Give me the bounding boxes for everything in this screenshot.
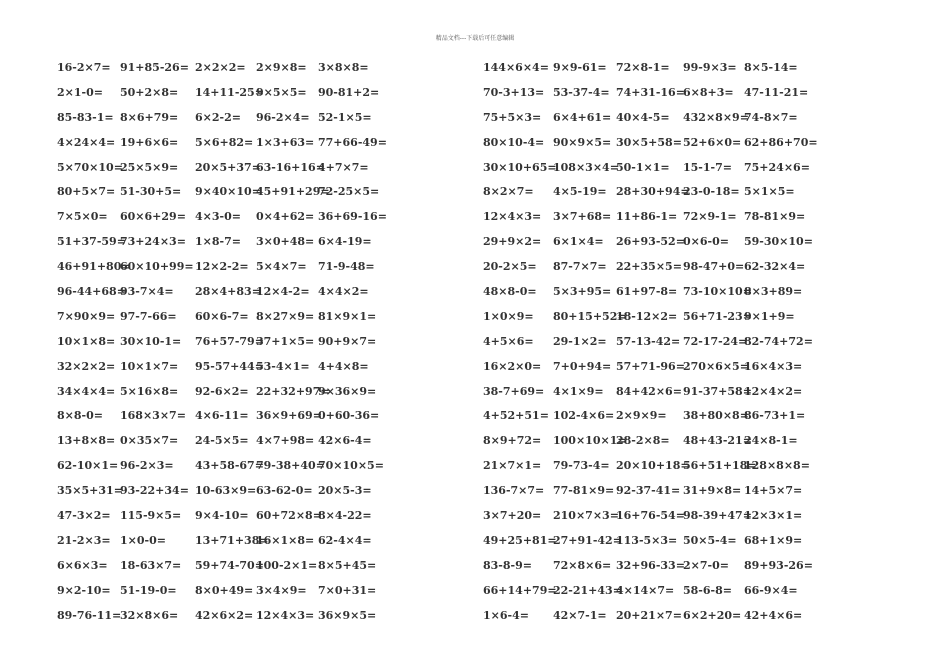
arithmetic-problem: 4×3-0= [195, 210, 241, 224]
arithmetic-problem: 42×6-4= [318, 434, 372, 448]
arithmetic-problem: 77+66-49= [318, 135, 387, 149]
arithmetic-problem: 59+74-70= [195, 558, 264, 572]
arithmetic-problem: 22+32+97= [256, 384, 330, 398]
arithmetic-problem: 210×7×3= [553, 508, 619, 522]
arithmetic-problem: 99-9×3= [683, 60, 737, 74]
arithmetic-problem: 74+31-16= [616, 85, 685, 99]
arithmetic-problem: 12×3×1= [744, 508, 803, 522]
arithmetic-problem: 12×4-2= [256, 284, 310, 298]
arithmetic-problem: 28+30+94= [616, 185, 690, 199]
arithmetic-problem: 3×8×8= [318, 60, 369, 74]
arithmetic-problem: 91-37+58= [683, 384, 752, 398]
arithmetic-problem: 90+9×7= [318, 334, 377, 348]
arithmetic-problem: 36×9+69= [256, 409, 322, 423]
arithmetic-problem: 48+43-21= [683, 434, 752, 448]
arithmetic-problem: 26+93-52= [616, 235, 685, 249]
arithmetic-problem: 32×2×2= [57, 359, 116, 373]
arithmetic-problem: 3×4×9= [256, 583, 307, 597]
arithmetic-problem: 75+5×3= [483, 110, 542, 124]
arithmetic-problem: 4×1×9= [553, 384, 604, 398]
arithmetic-problem: 79-38+40= [256, 459, 325, 473]
arithmetic-problem: 4+52+51= [483, 409, 549, 423]
arithmetic-problem: 27+91-42= [553, 533, 622, 547]
arithmetic-problem: 49+25+81= [483, 533, 557, 547]
arithmetic-problem: 16×2×0= [483, 359, 542, 373]
arithmetic-problem: 42×6×2= [195, 608, 254, 622]
arithmetic-problem: 57-13-42= [616, 334, 681, 348]
arithmetic-problem: 2×9×8= [256, 60, 307, 74]
arithmetic-problem: 78-81×9= [744, 210, 806, 224]
arithmetic-problem: 89-76-11= [57, 608, 122, 622]
arithmetic-problem: 72-17-24= [683, 334, 748, 348]
arithmetic-problem: 5×4×7= [256, 260, 307, 274]
arithmetic-problem: 16×4×3= [744, 359, 803, 373]
arithmetic-problem: 102-4×6= [553, 409, 615, 423]
arithmetic-problem: 59-30×10= [744, 235, 813, 249]
arithmetic-problem: 14+11-25= [195, 85, 264, 99]
arithmetic-problem: 16-2×7= [57, 60, 111, 74]
arithmetic-problem: 60×6+29= [120, 210, 186, 224]
arithmetic-problem: 72×8-1= [616, 60, 670, 74]
arithmetic-problem: 37+1×5= [256, 334, 315, 348]
arithmetic-problem: 2×9×9= [616, 409, 667, 423]
arithmetic-problem: 22+35×5= [616, 260, 682, 274]
arithmetic-problem: 73+24×3= [120, 235, 186, 249]
arithmetic-problem: 57+71-96= [616, 359, 685, 373]
arithmetic-problem: 13+8×8= [57, 434, 116, 448]
arithmetic-problem: 1×6-4= [483, 608, 529, 622]
arithmetic-problem: 93-7×4= [120, 284, 174, 298]
arithmetic-problem: 29+9×2= [483, 235, 542, 249]
arithmetic-problem: 6×2+20= [683, 608, 742, 622]
arithmetic-problem: 98-47+0= [683, 260, 745, 274]
arithmetic-problem: 8×4-22= [318, 508, 372, 522]
arithmetic-problem: 4+4×8= [318, 359, 369, 373]
arithmetic-problem: 79-73-4= [553, 459, 610, 473]
arithmetic-problem: 77-81×9= [553, 484, 615, 498]
arithmetic-problem: 83-8-9= [483, 558, 532, 572]
arithmetic-problem: 47-3×2= [57, 508, 111, 522]
arithmetic-problem: 96-44+68= [57, 284, 126, 298]
arithmetic-problem: 5×70×10= [57, 160, 123, 174]
arithmetic-problem: 4×7+98= [256, 434, 315, 448]
arithmetic-problem: 5×3+95= [553, 284, 612, 298]
arithmetic-problem: 92-6×2= [195, 384, 249, 398]
arithmetic-problem: 95-57+44= [195, 359, 264, 373]
arithmetic-problem: 28-2×8= [616, 434, 670, 448]
arithmetic-problem: 43+58-67= [195, 459, 264, 473]
arithmetic-problem: 40×4-5= [616, 110, 670, 124]
arithmetic-problem: 1×8-7= [195, 235, 241, 249]
arithmetic-problem: 80+5×7= [57, 185, 116, 199]
arithmetic-problem: 4×14×7= [616, 583, 675, 597]
arithmetic-problem: 92-37-41= [616, 484, 681, 498]
arithmetic-problem: 62-10×1= [57, 459, 119, 473]
arithmetic-problem: 15-1-7= [683, 160, 732, 174]
arithmetic-problem: 51-19-0= [120, 583, 177, 597]
page-header: 精品文档---下载后可任意编辑 [435, 35, 515, 42]
arithmetic-problem: 23-0-18= [683, 185, 740, 199]
arithmetic-problem: 42×7-1= [553, 608, 607, 622]
arithmetic-problem: 5×6+82= [195, 135, 254, 149]
arithmetic-problem: 10×1×7= [120, 359, 179, 373]
arithmetic-problem: 53-37-4= [553, 85, 610, 99]
arithmetic-problem: 53-4×1= [256, 359, 310, 373]
arithmetic-problem: 74-8×7= [744, 110, 798, 124]
arithmetic-problem: 0×35×7= [120, 434, 179, 448]
arithmetic-problem: 9×40×10= [195, 185, 261, 199]
arithmetic-problem: 50-1×1= [616, 160, 670, 174]
arithmetic-problem: 0+60-36= [318, 409, 380, 423]
arithmetic-problem: 16+76-54= [616, 508, 685, 522]
arithmetic-problem: 73-10×10= [683, 284, 752, 298]
arithmetic-problem: 8×27×9= [256, 309, 315, 323]
arithmetic-problem: 70×10×5= [318, 459, 384, 473]
arithmetic-problem: 128×8×8= [744, 459, 810, 473]
arithmetic-problem: 56+71-23= [683, 309, 752, 323]
arithmetic-problem: 10×1×8= [57, 334, 116, 348]
arithmetic-problem: 38-7+69= [483, 384, 545, 398]
arithmetic-problem: 63-62-0= [256, 484, 313, 498]
arithmetic-problem: 3×7+20= [483, 508, 542, 522]
arithmetic-problem: 81×9×1= [318, 309, 377, 323]
arithmetic-problem: 100×10×1= [553, 434, 627, 448]
arithmetic-problem: 62+86+70= [744, 135, 818, 149]
arithmetic-problem: 136-7×7= [483, 484, 545, 498]
arithmetic-problem: 7×0+31= [318, 583, 377, 597]
arithmetic-problem: 68+1×9= [744, 533, 803, 547]
arithmetic-problem: 20-2×5= [483, 260, 537, 274]
arithmetic-problem: 72-25×5= [318, 185, 380, 199]
arithmetic-problem: 11+86-1= [616, 210, 678, 224]
arithmetic-problem: 76+57-79= [195, 334, 264, 348]
arithmetic-problem: 8×6+79= [120, 110, 179, 124]
arithmetic-problem: 31+9×8= [683, 484, 742, 498]
arithmetic-problem: 51+37-59= [57, 235, 126, 249]
arithmetic-problem: 432×8×9= [683, 110, 749, 124]
arithmetic-problem: 270×6×5= [683, 359, 749, 373]
arithmetic-problem: 20×5-3= [318, 484, 372, 498]
arithmetic-problem: 2×7-0= [683, 558, 729, 572]
arithmetic-problem: 80+15+52= [553, 309, 627, 323]
arithmetic-problem: 22-21+43= [553, 583, 622, 597]
arithmetic-problem: 1×3+63= [256, 135, 315, 149]
arithmetic-problem: 90-81+2= [318, 85, 380, 99]
arithmetic-problem: 7×5×0= [57, 210, 108, 224]
arithmetic-problem: 62-32×4= [744, 260, 806, 274]
arithmetic-problem: 34×4×4= [57, 384, 116, 398]
arithmetic-problem: 80×10-4= [483, 135, 545, 149]
arithmetic-problem: 47-11-21= [744, 85, 809, 99]
arithmetic-problem: 51-30+5= [120, 185, 182, 199]
arithmetic-problem: 21-2×3= [57, 533, 111, 547]
arithmetic-problem: 2×2×2= [195, 60, 246, 74]
arithmetic-problem: 61+97-8= [616, 284, 678, 298]
arithmetic-problem: 63-16+16= [256, 160, 325, 174]
arithmetic-problem: 48×8-0= [483, 284, 537, 298]
arithmetic-problem: 18-63×7= [120, 558, 182, 572]
arithmetic-problem: 35×5+31= [57, 484, 123, 498]
arithmetic-problem: 18-12×2= [616, 309, 678, 323]
arithmetic-problem: 113-5×3= [616, 533, 678, 547]
arithmetic-problem: 30×10-1= [120, 334, 182, 348]
arithmetic-problem: 4×6-11= [195, 409, 249, 423]
arithmetic-problem: 115-9×5= [120, 508, 182, 522]
arithmetic-problem: 4+5×6= [483, 334, 534, 348]
arithmetic-problem: 52-1×5= [318, 110, 372, 124]
arithmetic-problem: 20×10+18= [616, 459, 690, 473]
arithmetic-problem: 12×4×2= [744, 384, 803, 398]
arithmetic-problem: 7+0+94= [553, 359, 612, 373]
arithmetic-problem: 50+2×8= [120, 85, 179, 99]
arithmetic-problem: 8×5-14= [744, 60, 798, 74]
arithmetic-problem: 32+96-33= [616, 558, 685, 572]
arithmetic-problem: 25×5×9= [120, 160, 179, 174]
arithmetic-problem: 6×4-19= [318, 235, 372, 249]
arithmetic-problem: 12×4×3= [483, 210, 542, 224]
arithmetic-problem: 98-39+47= [683, 508, 752, 522]
arithmetic-problem: 97-7-66= [120, 309, 177, 323]
arithmetic-problem: 72×8×6= [553, 558, 612, 572]
arithmetic-problem: 38+80×8= [683, 409, 749, 423]
arithmetic-problem: 144×6×4= [483, 60, 549, 74]
arithmetic-problem: 5×1×5= [744, 185, 795, 199]
arithmetic-problem: 28×4+83= [195, 284, 261, 298]
arithmetic-problem: 72×9-1= [683, 210, 737, 224]
arithmetic-problem: 96-2×4= [256, 110, 310, 124]
arithmetic-problem: 29-1×2= [553, 334, 607, 348]
arithmetic-problem: 30×5+58= [616, 135, 682, 149]
arithmetic-problem: 0×6-0= [683, 235, 729, 249]
arithmetic-problem: 84+42×6= [616, 384, 682, 398]
arithmetic-problem: 8×0+49= [195, 583, 254, 597]
arithmetic-problem: 60×6-7= [195, 309, 249, 323]
arithmetic-problem: 89+93-26= [744, 558, 813, 572]
arithmetic-problem: 9×2-10= [57, 583, 111, 597]
arithmetic-problem: 66+14+79= [483, 583, 557, 597]
arithmetic-problem: 75+24×6= [744, 160, 810, 174]
arithmetic-problem: 24-5×5= [195, 434, 249, 448]
arithmetic-problem: 60×10+99= [120, 260, 194, 274]
arithmetic-problem: 36+69-16= [318, 210, 387, 224]
arithmetic-problem: 86-73+1= [744, 409, 806, 423]
arithmetic-problem: 20×5+37= [195, 160, 261, 174]
arithmetic-problem: 90×9×5= [553, 135, 612, 149]
arithmetic-problem: 56+51+18= [683, 459, 757, 473]
arithmetic-problem: 93-22+34= [120, 484, 189, 498]
arithmetic-problem: 8×2×7= [483, 185, 534, 199]
arithmetic-problem: 168×3×7= [120, 409, 186, 423]
arithmetic-problem: 24×8-1= [744, 434, 798, 448]
arithmetic-problem: 52+6×0= [683, 135, 742, 149]
arithmetic-problem: 45+91+29= [256, 185, 330, 199]
arithmetic-problem: 87-7×7= [553, 260, 607, 274]
arithmetic-problem: 6×8+3= [683, 85, 734, 99]
arithmetic-problem: 71-9-48= [318, 260, 375, 274]
arithmetic-problem: 20+21×7= [616, 608, 682, 622]
arithmetic-problem: 4+7×7= [318, 160, 369, 174]
arithmetic-problem: 13+71+38= [195, 533, 269, 547]
arithmetic-problem: 9×5×5= [256, 85, 307, 99]
arithmetic-problem: 100-2×1= [256, 558, 318, 572]
arithmetic-problem: 1×0-0= [120, 533, 166, 547]
arithmetic-problem: 5×16×8= [120, 384, 179, 398]
arithmetic-problem: 0×4+62= [256, 210, 315, 224]
arithmetic-problem: 9×1+9= [744, 309, 795, 323]
arithmetic-problem: 12×4×3= [256, 608, 315, 622]
arithmetic-problem: 12×2-2= [195, 260, 249, 274]
arithmetic-problem: 9×4-10= [195, 508, 249, 522]
arithmetic-problem: 9×36×9= [318, 384, 377, 398]
arithmetic-problem: 32×8×6= [120, 608, 179, 622]
arithmetic-problem: 42+4×6= [744, 608, 803, 622]
arithmetic-problem: 3×7+68= [553, 210, 612, 224]
arithmetic-problem: 30×10+65= [483, 160, 557, 174]
arithmetic-problem: 82-74+72= [744, 334, 813, 348]
arithmetic-problem: 62-4×4= [318, 533, 372, 547]
arithmetic-problem: 8×3+89= [744, 284, 803, 298]
arithmetic-problem: 66-9×4= [744, 583, 798, 597]
arithmetic-problem: 9×9-61= [553, 60, 607, 74]
arithmetic-problem: 6×4+61= [553, 110, 612, 124]
arithmetic-problem: 8×9+72= [483, 434, 542, 448]
arithmetic-problem: 6×2-2= [195, 110, 241, 124]
arithmetic-problem: 6×1×4= [553, 235, 604, 249]
arithmetic-problem: 58-6-8= [683, 583, 732, 597]
arithmetic-problem: 7×90×9= [57, 309, 116, 323]
arithmetic-problem: 19+6×6= [120, 135, 179, 149]
arithmetic-problem: 8×5+45= [318, 558, 377, 572]
arithmetic-problem: 2×1-0= [57, 85, 103, 99]
arithmetic-problem: 4×5-19= [553, 185, 607, 199]
arithmetic-problem: 3×0+48= [256, 235, 315, 249]
arithmetic-problem: 10-63×9= [195, 484, 257, 498]
arithmetic-problem: 50×5-4= [683, 533, 737, 547]
arithmetic-problem: 21×7×1= [483, 459, 542, 473]
arithmetic-problem: 6×6×3= [57, 558, 108, 572]
arithmetic-problem: 1×0×9= [483, 309, 534, 323]
arithmetic-problem: 16×1×8= [256, 533, 315, 547]
arithmetic-problem: 36×9×5= [318, 608, 377, 622]
arithmetic-problem: 60+72×8= [256, 508, 322, 522]
arithmetic-problem: 4×24×4= [57, 135, 116, 149]
arithmetic-problem: 8×8-0= [57, 409, 103, 423]
arithmetic-problem: 4×4×2= [318, 284, 369, 298]
arithmetic-problem: 85-83-1= [57, 110, 114, 124]
arithmetic-problem: 108×3×4= [553, 160, 619, 174]
arithmetic-problem: 91+85-26= [120, 60, 189, 74]
arithmetic-problem: 46+91+80= [57, 260, 131, 274]
arithmetic-problem: 70-3+13= [483, 85, 545, 99]
arithmetic-problem: 14+5×7= [744, 484, 803, 498]
arithmetic-problem: 96-2×3= [120, 459, 174, 473]
